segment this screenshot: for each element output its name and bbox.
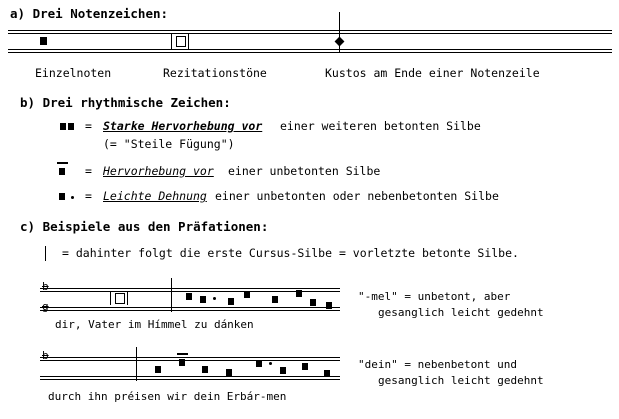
square-note-icon [40,37,47,45]
rhythm-row-2-rest: einer unbetonten Silbe [228,164,381,178]
square-note-icon [59,168,65,175]
staff-a [8,30,612,54]
square-note-icon [226,369,232,376]
square-note-icon [280,367,286,374]
staff-line [8,30,612,31]
cursus-legend-text: = dahinter folgt die erste Cursus-Silbe = vorletzte betonte Silbe. [62,246,519,260]
square-note-icon [256,360,262,367]
rhythm-row-3-emphasis: Leichte Dehnung [103,189,207,203]
equals-sign: = [85,119,92,133]
cursus-legend-row [0,245,619,267]
square-note-icon [310,299,316,306]
annotation-1-line-2: gesanglich leicht gedehnt [378,306,544,319]
square-note-icon [228,298,234,305]
square-note-icon [68,123,74,130]
staff-line [8,49,612,50]
vertical-stroke-icon [171,34,172,49]
caption-rezitationstoene: Rezitationstöne [163,66,267,80]
rhythm-row-3 [0,188,619,214]
staff-example-2 [40,349,340,381]
dot-icon [71,196,74,199]
section-b-label: b) Drei rhythmische Zeichen: [20,95,231,110]
rhythm-row-1-note: (= "Steile Fügung") [103,137,235,151]
staff-example-1 [40,280,340,313]
caption-einzelnoten: Einzelnoten [35,66,112,80]
rhythm-row-1 [0,118,619,151]
vertical-stroke-icon [188,34,189,49]
section-a-label: a) Drei Notenzeichen: [10,6,169,21]
diamond-custos-icon [335,37,345,47]
vertical-stroke-icon [171,278,172,312]
vertical-stroke-icon [110,291,111,305]
staff-line [8,52,612,53]
square-note-icon [302,363,308,370]
vertical-stroke-icon [136,347,137,381]
square-note-icon [326,302,332,309]
annotation-2-line-1: "dein" = nebenbetont und [358,358,517,371]
hollow-note-icon [115,293,125,304]
square-note-icon [244,291,250,298]
lyrics-example-1: dir, Vater im Hímmel zu dánken [55,318,254,331]
rhythm-row-3-rest: einer unbetonten oder nebenbetonten Silbe [215,189,499,203]
staff-line [40,360,340,361]
square-note-icon [272,296,278,303]
square-note-icon [186,293,192,300]
staff-line [40,310,340,311]
clef-letter-b: b [42,280,49,293]
equals-sign: = [85,164,92,178]
staff-line [8,33,612,34]
square-note-icon [202,366,208,373]
rhythm-row-1-emphasis: Starke Hervorhebung vor [103,119,263,133]
section-c-label: c) Beispiele aus den Präfationen: [20,219,269,234]
staff-line [40,288,340,289]
square-note-icon [59,193,65,200]
dot-icon [269,362,272,365]
equals-sign: = [85,189,92,203]
episema-icon [57,162,68,164]
annotation-2-line-2: gesanglich leicht gedehnt [378,374,544,387]
square-note-icon [200,296,206,303]
episema-icon [177,353,188,355]
square-note-icon [155,366,161,373]
hollow-note-icon [176,36,186,47]
lyrics-example-2: durch ihn préisen wir dein Erbár-men [48,390,287,403]
annotation-1-line-1: "-mel" = unbetont, aber [358,290,511,303]
rhythm-row-2 [0,160,619,186]
square-note-icon [179,359,185,366]
vertical-stroke-icon [45,246,46,261]
staff-line [40,307,340,308]
vertical-stroke-icon [127,291,128,305]
clef-letter-b: b [42,349,49,362]
square-note-icon [296,290,302,297]
clef-letter-g: g [42,300,49,313]
caption-kustos: Kustos am Ende einer Notenzeile [325,66,540,80]
staff-line [40,379,340,380]
dot-icon [213,297,216,300]
rhythm-row-2-emphasis: Hervorhebung vor [103,164,214,178]
square-note-icon [60,123,66,130]
rhythm-row-1-rest: einer weiteren betonten Silbe [280,119,481,133]
staff-line [40,357,340,358]
staff-line [40,291,340,292]
square-note-icon [324,370,330,377]
staff-line [40,376,340,377]
